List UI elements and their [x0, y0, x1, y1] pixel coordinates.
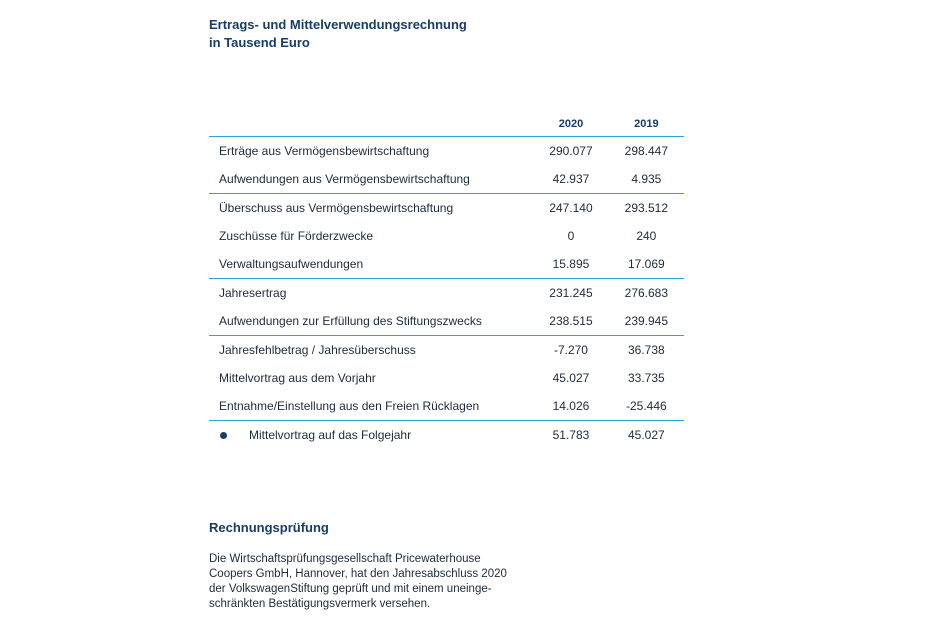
table-header — [209, 112, 684, 137]
row-label: Verwaltungsaufwendungen — [219, 257, 364, 271]
table-row — [209, 165, 684, 194]
value-2020: 238.515 — [549, 314, 593, 328]
value-2019: 36.738 — [627, 343, 665, 357]
value-2019: 33.735 — [627, 371, 665, 385]
value-2019: 298.447 — [624, 144, 669, 158]
value-2019: 240 — [636, 229, 657, 243]
value-2020: 247.140 — [549, 201, 593, 215]
document-title — [209, 16, 467, 52]
value-2020: 42.937 — [552, 172, 590, 186]
value-2020: 14.026 — [552, 399, 590, 413]
table-row — [209, 279, 684, 307]
value-2020: 51.783 — [552, 428, 590, 442]
row-label: Erträge aus Vermögensbewirtschaftung — [219, 144, 430, 158]
audit-line: schränkten Bestätigungsvermerk versehen. — [209, 598, 431, 610]
row-label: Überschuss aus Vermögensbewirtschaftung — [219, 201, 454, 215]
title-line-2: in Tausend Euro — [209, 35, 310, 50]
table-row — [209, 307, 684, 336]
value-2020: 0 — [567, 229, 575, 243]
table-row — [209, 194, 684, 222]
table-row — [209, 336, 684, 364]
audit-heading: Rechnungsprüfung — [209, 520, 329, 535]
value-2019: 17.069 — [627, 257, 665, 271]
value-2019: 239.945 — [624, 314, 669, 328]
row-label: Aufwendungen zur Erfüllung des Stiftungszwecks — [219, 314, 482, 328]
value-2020: 231.245 — [549, 286, 593, 300]
value-2019: 276.683 — [624, 286, 669, 300]
audit-line: der VolkswagenStiftung geprüft und mit einem uneinge- — [209, 583, 492, 595]
table-row — [209, 222, 684, 250]
value-2020: 290.077 — [549, 144, 593, 158]
value-2020: 15.895 — [552, 257, 590, 271]
value-2020: -7.270 — [553, 343, 588, 357]
value-2019: 4.935 — [631, 172, 662, 186]
table-row — [209, 250, 684, 279]
table-row — [209, 364, 684, 392]
row-label: Jahresertrag — [219, 286, 287, 300]
value-2019: 45.027 — [627, 428, 665, 442]
title-line-1: Ertrags- und Mittelverwendungsrechnung — [209, 17, 467, 32]
value-2019: -25.446 — [625, 399, 667, 413]
bullet-icon — [220, 432, 227, 439]
audit-line: Coopers GmbH, Hannover, hat den Jahresabschluss 2020 — [209, 568, 507, 580]
row-label: Mittelvortrag aus dem Vorjahr — [219, 371, 376, 385]
row-label: Jahresfehlbetrag / Jahresüberschuss — [219, 343, 416, 357]
value-2020: 45.027 — [552, 371, 590, 385]
income-statement-table — [209, 112, 684, 449]
row-label: Aufwendungen aus Vermögensbewirtschaftung — [219, 172, 470, 186]
table-row-final — [209, 421, 684, 449]
audit-paragraph — [209, 552, 539, 612]
value-2019: 293.512 — [624, 201, 669, 215]
column-header-2019: 2019 — [634, 118, 659, 130]
column-header-2020: 2020 — [558, 118, 584, 130]
row-label: Zuschüsse für Förderzwecke — [219, 229, 374, 243]
row-label: Entnahme/Einstellung aus den Freien Rücklagen — [219, 399, 480, 413]
row-label-wrap — [209, 428, 533, 442]
row-label: Mittelvortrag auf das Folgejahr — [249, 428, 412, 442]
table-row — [209, 392, 684, 421]
audit-line: Die Wirtschaftsprüfungsgesellschaft Pricewaterhouse — [209, 553, 481, 565]
table-row — [209, 137, 684, 165]
